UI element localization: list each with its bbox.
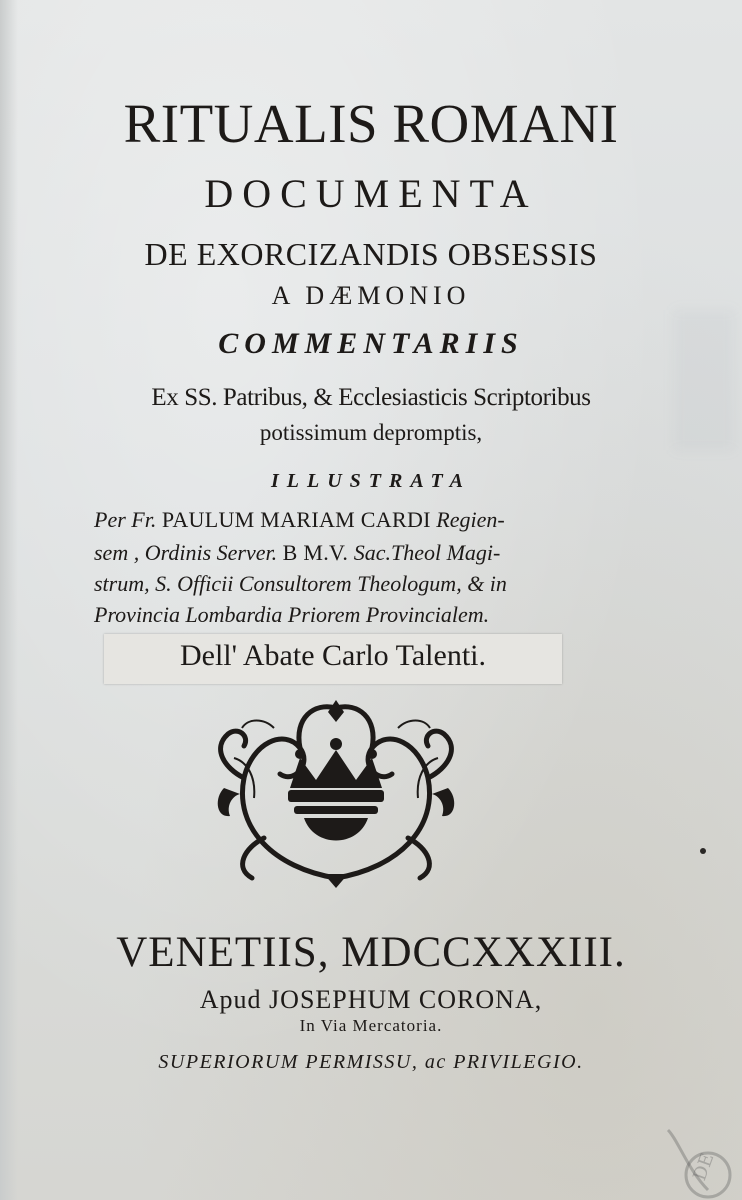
subtitle-line-5: potissimum depromptis, <box>259 420 483 445</box>
author-line-2-a: sem , Ordinis Server. <box>94 540 283 565</box>
subtitle-line-2: A DÆMONIO <box>271 281 471 310</box>
library-stamp-icon <box>648 1120 738 1200</box>
imprint-place-date: VENETIIS, MDCCXXXIII. <box>116 929 626 976</box>
imprint-permission: SUPERIORUM PERMISSU, ac PRIVILEGIO. <box>158 1051 584 1073</box>
author-name: PAULUM MARIAM CARDI <box>161 507 431 532</box>
illustrata-line: ILLUSTRATA <box>270 470 472 492</box>
author-line-2 <box>94 540 654 566</box>
author-line-1-c: Regien- <box>430 507 505 532</box>
subtitle-line-4: Ex SS. Patribus, & Ecclesiasticis Scriptoribus <box>151 384 591 411</box>
subtitle-line-1: DE EXORCIZANDIS OBSESSIS <box>144 236 598 272</box>
crown-cartouche-ornament-icon <box>204 688 468 890</box>
author-line-1 <box>94 507 654 533</box>
author-line-2-c: Sac.Theol Magi- <box>348 540 501 565</box>
author-line-1-a: Per Fr. <box>94 507 162 532</box>
author-line-2-b: B M.V. <box>282 540 349 565</box>
imprint-address: In Via Mercatoria. <box>299 1016 443 1035</box>
book-title-line-2: DOCUMENTA <box>204 171 538 216</box>
book-title: RITUALIS ROMANI <box>123 93 619 154</box>
imprint-publisher: Apud JOSEPHUM CORONA, <box>199 985 543 1014</box>
ownership-label <box>104 634 562 684</box>
author-line-4-a: Provincia Lombardia Priorem Provincialem. <box>94 602 490 627</box>
library-stamp-text: DE <box>689 1150 719 1184</box>
author-line-3-a: strum, S. Officii Consultorem Theologum, & in <box>94 571 507 596</box>
subtitle-line-3: COMMENTARIIS <box>218 327 524 360</box>
author-line-4 <box>94 602 654 628</box>
author-line-3 <box>94 571 654 597</box>
ownership-label-text: Dell' Abate Carlo Talenti. <box>179 639 486 672</box>
ink-spot <box>700 848 706 854</box>
